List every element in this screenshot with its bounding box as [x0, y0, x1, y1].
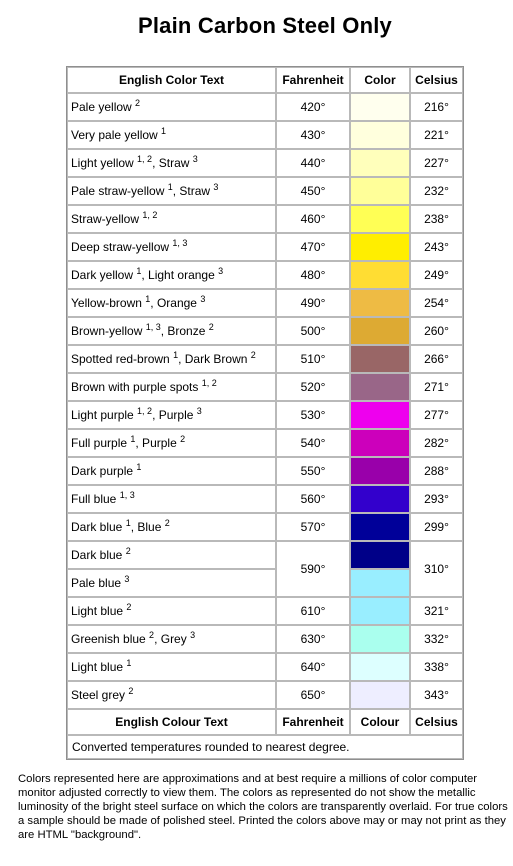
celsius-cell: 282°	[410, 429, 463, 457]
color-text-cell	[67, 177, 276, 205]
table-row	[67, 569, 463, 597]
color-text-cell	[67, 121, 276, 149]
color-swatch	[351, 318, 409, 344]
color-text: Brown with purple spots	[71, 380, 202, 394]
footnote: Colors represented here are approximations and at best require a millions of color computer monitor adjusted correctly to view them. The colors as represented do not show the metallic luminosity of the bright steel surface on which the colors are transparently overlaid. For true colors a sample should be made of polished steel. Printed the colors above may or may not print as they are HTML "background".	[18, 773, 508, 841]
fahrenheit-cell: 490°	[276, 289, 350, 317]
color-swatch	[351, 262, 409, 288]
color-text-cell	[67, 261, 276, 289]
fahrenheit-cell: 650°	[276, 681, 350, 709]
reference-superscript: 2	[135, 98, 141, 108]
celsius-cell: 266°	[410, 345, 463, 373]
color-text-cell	[67, 457, 276, 485]
color-text: Dark blue	[71, 520, 126, 534]
color-swatch-cell	[350, 569, 410, 597]
color-swatch-cell	[350, 541, 410, 569]
color-text: , Bronze	[160, 324, 209, 338]
color-text: Dark purple	[71, 464, 137, 478]
reference-superscript: 1	[167, 182, 173, 192]
color-text: Straw-yellow	[71, 212, 143, 226]
fahrenheit-cell: 630°	[276, 625, 350, 653]
color-swatch	[351, 150, 409, 176]
celsius-cell: 343°	[410, 681, 463, 709]
table-header-row	[67, 67, 463, 93]
color-text: Steel grey	[71, 688, 129, 702]
celsius-cell: 232°	[410, 177, 463, 205]
color-text-cell	[67, 625, 276, 653]
fahrenheit-cell: 550°	[276, 457, 350, 485]
color-text-cell	[67, 485, 276, 513]
table-row	[67, 345, 463, 373]
color-text: Light yellow	[71, 156, 138, 170]
celsius-cell: 249°	[410, 261, 463, 289]
color-swatch	[351, 402, 409, 428]
reference-superscript: 1	[125, 518, 131, 528]
color-text-cell	[67, 373, 276, 401]
color-text: Light blue	[71, 604, 127, 618]
table-body	[67, 93, 463, 709]
color-text: , Blue	[130, 520, 165, 534]
color-text: Yellow-brown	[71, 296, 146, 310]
footer-header-celsius: Celsius	[410, 709, 463, 735]
color-swatch-cell	[350, 457, 410, 485]
table-row	[67, 317, 463, 345]
table-note-row	[67, 735, 463, 759]
reference-superscript: 2	[128, 686, 134, 696]
fahrenheit-cell: 530°	[276, 401, 350, 429]
reference-superscript: 3	[190, 630, 196, 640]
celsius-cell: 243°	[410, 233, 463, 261]
table-row	[67, 681, 463, 709]
fahrenheit-cell: 510°	[276, 345, 350, 373]
color-swatch	[351, 486, 409, 512]
color-text: Full purple	[71, 436, 131, 450]
table-row	[67, 261, 463, 289]
color-swatch-cell	[350, 261, 410, 289]
color-text-cell	[67, 681, 276, 709]
reference-superscript: 1, 2	[137, 154, 153, 164]
color-swatch-cell	[350, 429, 410, 457]
color-swatch-cell	[350, 681, 410, 709]
reference-superscript: 1, 3	[172, 238, 188, 248]
color-swatch-cell	[350, 177, 410, 205]
color-text: , Straw	[152, 156, 193, 170]
color-swatch-cell	[350, 317, 410, 345]
fahrenheit-cell: 480°	[276, 261, 350, 289]
fahrenheit-cell: 590°	[276, 541, 350, 597]
color-swatch	[351, 94, 409, 120]
table-row	[67, 457, 463, 485]
color-text: Pale straw-yellow	[71, 184, 168, 198]
reference-superscript: 1	[173, 350, 179, 360]
color-text-cell	[67, 149, 276, 177]
reference-superscript: 1, 2	[201, 378, 217, 388]
color-text: Full blue	[71, 492, 120, 506]
table-row	[67, 597, 463, 625]
color-swatch	[351, 290, 409, 316]
reference-superscript: 1	[145, 294, 151, 304]
table-footer-header-row	[67, 709, 463, 735]
color-text-cell	[67, 513, 276, 541]
color-text: , Grey	[154, 632, 191, 646]
color-swatch	[351, 682, 409, 708]
fahrenheit-cell: 500°	[276, 317, 350, 345]
color-swatch-cell	[350, 401, 410, 429]
fahrenheit-cell: 570°	[276, 513, 350, 541]
reference-superscript: 1, 3	[119, 490, 135, 500]
color-swatch	[351, 654, 409, 680]
reference-superscript: 2	[125, 546, 131, 556]
table-row	[67, 429, 463, 457]
color-swatch-cell	[350, 93, 410, 121]
fahrenheit-cell: 450°	[276, 177, 350, 205]
color-swatch	[351, 430, 409, 456]
color-text: Light purple	[71, 408, 138, 422]
fahrenheit-cell: 460°	[276, 205, 350, 233]
color-swatch-cell	[350, 205, 410, 233]
color-text-cell	[67, 653, 276, 681]
color-text: , Straw	[172, 184, 214, 198]
footer-header-color: Colour	[350, 709, 410, 735]
color-text: , Dark Brown	[178, 352, 251, 366]
celsius-cell: 227°	[410, 149, 463, 177]
color-text-cell	[67, 401, 276, 429]
color-text: , Purple	[135, 436, 181, 450]
color-swatch	[351, 122, 409, 148]
color-swatch	[351, 374, 409, 400]
color-swatch	[351, 458, 409, 484]
celsius-cell: 288°	[410, 457, 463, 485]
table-row	[67, 485, 463, 513]
celsius-cell: 338°	[410, 653, 463, 681]
celsius-cell: 271°	[410, 373, 463, 401]
reference-superscript: 2	[208, 322, 214, 332]
reference-superscript: 2	[149, 630, 155, 640]
color-swatch-cell	[350, 597, 410, 625]
celsius-cell: 321°	[410, 597, 463, 625]
celsius-cell: 299°	[410, 513, 463, 541]
header-celsius: Celsius	[410, 67, 463, 93]
color-swatch-cell	[350, 233, 410, 261]
fahrenheit-cell: 420°	[276, 93, 350, 121]
color-swatch-cell	[350, 625, 410, 653]
header-fahrenheit: Fahrenheit	[276, 67, 350, 93]
color-swatch	[351, 346, 409, 372]
color-text-cell	[67, 541, 276, 569]
color-text: Spotted red-brown	[71, 352, 174, 366]
color-swatch	[351, 514, 409, 540]
color-text: Light blue	[71, 660, 127, 674]
celsius-cell: 332°	[410, 625, 463, 653]
reference-superscript: 1	[136, 462, 142, 472]
color-text-cell	[67, 233, 276, 261]
reference-superscript: 3	[192, 154, 198, 164]
color-swatch	[351, 598, 409, 624]
color-text: Pale yellow	[71, 100, 136, 114]
table-row	[67, 177, 463, 205]
table-row	[67, 541, 463, 569]
color-text: , Light orange	[141, 268, 219, 282]
color-swatch	[351, 234, 409, 260]
page-title: Plain Carbon Steel Only	[138, 13, 392, 38]
color-text: Pale blue	[71, 576, 125, 590]
reference-superscript: 1	[136, 266, 142, 276]
color-swatch-cell	[350, 121, 410, 149]
color-swatch	[351, 570, 409, 596]
color-text: Brown-yellow	[71, 324, 146, 338]
color-text-cell	[67, 429, 276, 457]
fahrenheit-cell: 520°	[276, 373, 350, 401]
reference-superscript: 1	[126, 658, 132, 668]
table-row	[67, 401, 463, 429]
footer-header-fahrenheit: Fahrenheit	[276, 709, 350, 735]
reference-superscript: 1, 2	[137, 406, 153, 416]
celsius-cell: 310°	[410, 541, 463, 597]
color-text-cell	[67, 569, 276, 597]
header-color: Color	[350, 67, 410, 93]
celsius-cell: 216°	[410, 93, 463, 121]
reference-superscript: 3	[213, 182, 219, 192]
reference-superscript: 1, 2	[142, 210, 158, 220]
table-note: Converted temperatures rounded to nearest degree.	[67, 735, 463, 759]
celsius-cell: 260°	[410, 317, 463, 345]
color-text-cell	[67, 597, 276, 625]
color-text-cell	[67, 205, 276, 233]
color-swatch-cell	[350, 149, 410, 177]
color-text-cell	[67, 289, 276, 317]
color-swatch-cell	[350, 345, 410, 373]
reference-superscript: 2	[250, 350, 256, 360]
reference-superscript: 2	[164, 518, 170, 528]
color-text-cell	[67, 93, 276, 121]
color-swatch-cell	[350, 513, 410, 541]
celsius-cell: 221°	[410, 121, 463, 149]
celsius-cell: 238°	[410, 205, 463, 233]
reference-superscript: 3	[218, 266, 224, 276]
celsius-cell: 254°	[410, 289, 463, 317]
fahrenheit-cell: 540°	[276, 429, 350, 457]
fahrenheit-cell: 430°	[276, 121, 350, 149]
reference-superscript: 1, 3	[145, 322, 161, 332]
color-text: , Orange	[150, 296, 201, 310]
table-row	[67, 513, 463, 541]
color-swatch	[351, 206, 409, 232]
color-swatch-cell	[350, 373, 410, 401]
color-swatch	[351, 178, 409, 204]
celsius-cell: 277°	[410, 401, 463, 429]
reference-superscript: 3	[196, 406, 202, 416]
color-text: Dark yellow	[71, 268, 137, 282]
footer-header-text: English Colour Text	[67, 709, 276, 735]
color-text: Greenish blue	[71, 632, 150, 646]
reference-superscript: 1	[161, 126, 167, 136]
temper-color-table	[66, 66, 464, 760]
color-text-cell	[67, 345, 276, 373]
color-text: Very pale yellow	[71, 128, 162, 142]
table-row	[67, 93, 463, 121]
color-swatch	[351, 626, 409, 652]
header-text: English Color Text	[67, 67, 276, 93]
color-swatch-cell	[350, 653, 410, 681]
table-row	[67, 289, 463, 317]
table-row	[67, 625, 463, 653]
color-swatch-cell	[350, 485, 410, 513]
color-text: Dark blue	[71, 548, 126, 562]
fahrenheit-cell: 560°	[276, 485, 350, 513]
fahrenheit-cell: 470°	[276, 233, 350, 261]
table-row	[67, 233, 463, 261]
table-row	[67, 653, 463, 681]
reference-superscript: 3	[200, 294, 206, 304]
color-text-cell	[67, 317, 276, 345]
reference-superscript: 2	[126, 602, 132, 612]
color-text: Deep straw-yellow	[71, 240, 173, 254]
table-row	[67, 149, 463, 177]
color-swatch-cell	[350, 289, 410, 317]
reference-superscript: 3	[124, 574, 130, 584]
fahrenheit-cell: 640°	[276, 653, 350, 681]
color-swatch	[351, 542, 409, 568]
table-row	[67, 205, 463, 233]
reference-superscript: 2	[180, 434, 186, 444]
fahrenheit-cell: 440°	[276, 149, 350, 177]
table-row	[67, 373, 463, 401]
color-text: , Purple	[152, 408, 197, 422]
celsius-cell: 293°	[410, 485, 463, 513]
table-row	[67, 121, 463, 149]
fahrenheit-cell: 610°	[276, 597, 350, 625]
reference-superscript: 1	[130, 434, 136, 444]
